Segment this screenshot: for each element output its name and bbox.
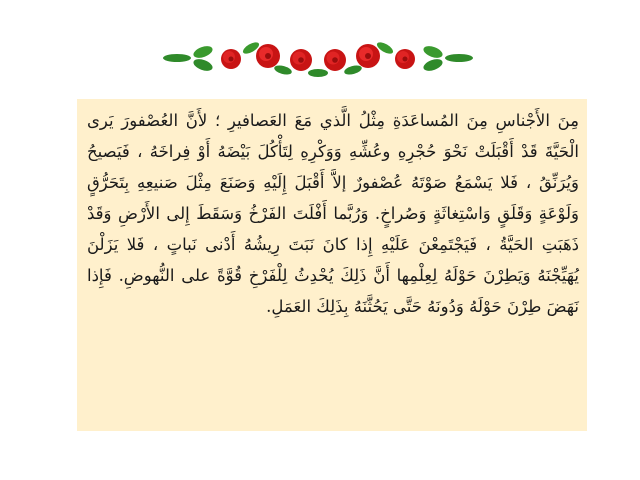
text-box: [77, 99, 587, 431]
rose-border-decoration: [163, 38, 473, 78]
rose-icon: [395, 49, 415, 69]
rose-icon: [290, 49, 312, 71]
rose-icon: [221, 49, 241, 69]
rose-icon: [324, 49, 346, 71]
rose-icon: [256, 44, 280, 68]
rose-icon: [356, 44, 380, 68]
arabic-paragraph: مِنَ الأَجْناسِ مِنَ المُساعَدَةِ مِثْلُ الَّذي مَعَ العَصافيرِ ؛ لأَنَّ العُصْفورَ يَرى الْحَيَّةَ قَدْ أَقْبَلَتْ نَحْوَ حُجْرِهِ وعُشِّهِ وَوَكْرِهِ لِتَأْكُلَ بَيْضَهُ أَوْ فِراخَهُ ، فَيَصيحُ وَيُرَنِّقُ ، فَلا يَسْمَعُ صَوْتَهُ عُصْفورٌ إلاَّ أَقْبَلَ إِلَيْهِ وَصَنَعَ مِثْلَ صَنيعِهِ بِتَحَرُّقٍ وَلَوْعَةٍ وَقَلَقٍ وَاسْتِغاثَةٍ وَصُراخٍ. وَرُبَّما أَفْلَتَ الفَرْخُ وَسَقَطَ إِلى الأَرْضِ وَقَدْ ذَهَبَتِ الحَيَّةُ ، فَيَجْتَمِعْنَ عَلَيْهِ إِذا كانَ نَبَتَ رِيشُهُ أَدْنى نَباتٍ ، فَلا يَزَلْنَ يُهَيِّجْنَهُ وَيَطِرْنَ حَوْلَهُ لِعِلْمِها أَنَّ ذَلِكَ يُحْدِثُ لِلْفَرْخِ قُوَّةً على النُّهوضِ. فَإِذا نَهَضَ طِرْنَ حَوْلَهُ وَدُونَهُ حَتَّى يَحُثَّنَهُ بِذَلِكَ العَمَلِ.: [87, 111, 579, 316]
